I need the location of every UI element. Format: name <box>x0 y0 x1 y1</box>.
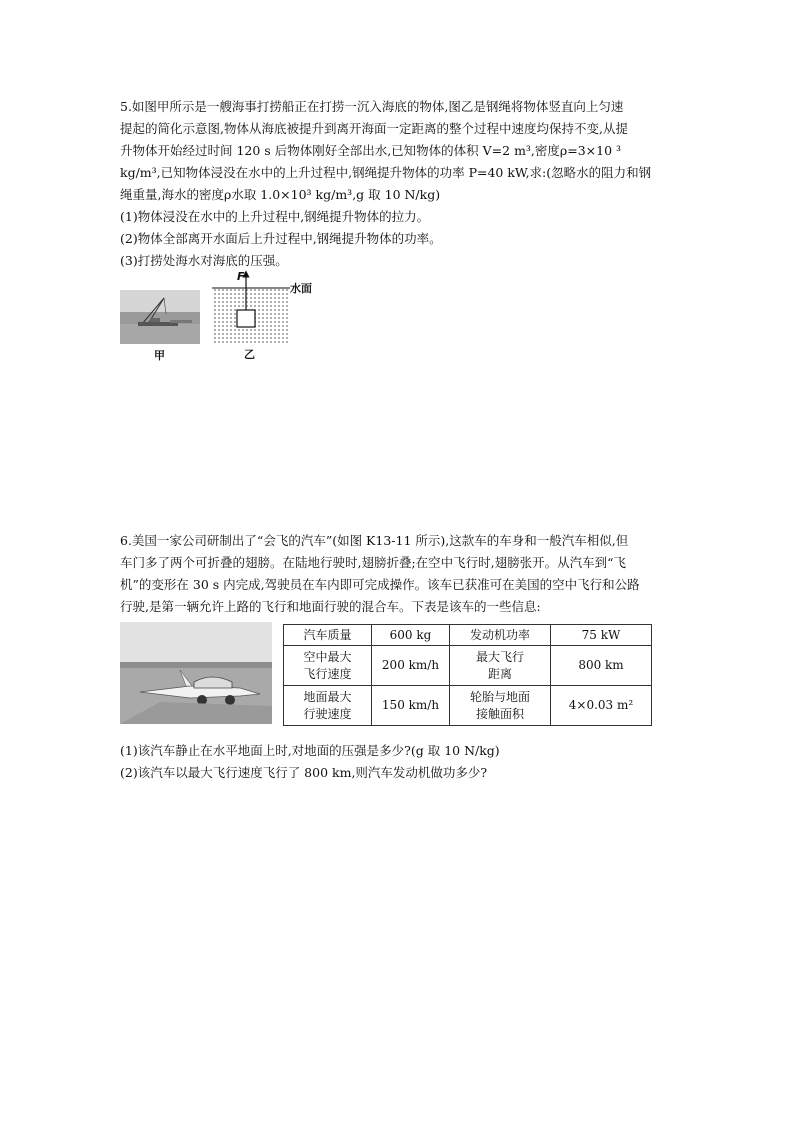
table-cell: 最大飞行 距离 <box>450 646 551 686</box>
table-row <box>284 646 652 686</box>
q6-line: 行驶,是第一辆允许上路的飞行和地面行驶的混合车。下表是该车的一些信息: <box>120 599 541 614</box>
q6-line: 6.美国一家公司研制出了“会飞的汽车”(如图 K13-11 所示),这款车的车身和一般汽车相似,但 <box>120 533 629 548</box>
table-cell: 150 km/h <box>372 686 450 726</box>
question-6-sub-questions <box>120 740 700 784</box>
table-cell: 600 kg <box>372 625 450 646</box>
q5-line: 提起的简化示意图,物体从海底被提升到离开海面一定距离的整个过程中速度均保持不变,从提 <box>120 121 628 136</box>
table-row <box>284 625 652 646</box>
flying-car-spec-table <box>283 624 652 726</box>
table-row <box>284 686 652 726</box>
figure-caption-yi: 乙 <box>244 348 255 361</box>
question-6 <box>120 530 700 618</box>
q6-sub-question: (2)该汽车以最大飞行速度飞行了 800 km,则汽车发动机做功多少? <box>120 765 488 780</box>
salvage-ship-photo <box>120 290 200 344</box>
q5-sub-question: (2)物体全部离开水面后上升过程中,钢绳提升物体的功率。 <box>120 231 442 246</box>
water-surface-label: 水面 <box>290 282 312 295</box>
q5-line: 5.如图甲所示是一艘海事打捞船正在打捞一沉入海底的物体,图乙是钢绳将物体竖直向上匀速 <box>120 99 624 114</box>
q6-line: 机”的变形在 30 s 内完成,驾驶员在车内即可完成操作。该车已获准可在美国的空中飞行和公路 <box>120 577 640 592</box>
flying-car-photo <box>120 622 272 724</box>
q5-sub-question: (1)物体浸没在水中的上升过程中,钢绳提升物体的拉力。 <box>120 209 430 224</box>
lifting-diagram <box>210 268 320 360</box>
q5-sub-question: (3)打捞处海水对海底的压强。 <box>120 253 288 268</box>
q6-sub-question: (1)该汽车静止在水平地面上时,对地面的压强是多少?(g 取 10 N/kg) <box>120 743 500 758</box>
figure-caption-jia: 甲 <box>154 349 165 362</box>
table-cell: 75 kW <box>551 625 652 646</box>
table-cell: 4×0.03 m² <box>551 686 652 726</box>
table-cell: 地面最大 行驶速度 <box>284 686 372 726</box>
q5-line: 绳重量,海水的密度ρ水取 1.0×10³ kg/m³,g 取 10 N/kg) <box>120 187 441 202</box>
question-5 <box>120 96 700 272</box>
q6-line: 车门多了两个可折叠的翅膀。在陆地行驶时,翅膀折叠;在空中飞行时,翅膀张开。从汽车到“飞 <box>120 555 627 570</box>
q5-line: kg/m³,已知物体浸没在水中的上升过程中,钢绳提升物体的功率 P=40 kW,求:(忽略水的阻力和钢 <box>120 165 652 180</box>
force-label: F <box>237 270 245 283</box>
q5-line: 升物体开始经过时间 120 s 后物体刚好全部出水,已知物体的体积 V=2 m³,密度ρ=3×10 ³ <box>120 143 622 158</box>
table-cell: 800 km <box>551 646 652 686</box>
table-cell: 空中最大 飞行速度 <box>284 646 372 686</box>
table-cell: 200 km/h <box>372 646 450 686</box>
table-cell: 发动机功率 <box>450 625 551 646</box>
table-cell: 轮胎与地面 接触面积 <box>450 686 551 726</box>
table-cell: 汽车质量 <box>284 625 372 646</box>
